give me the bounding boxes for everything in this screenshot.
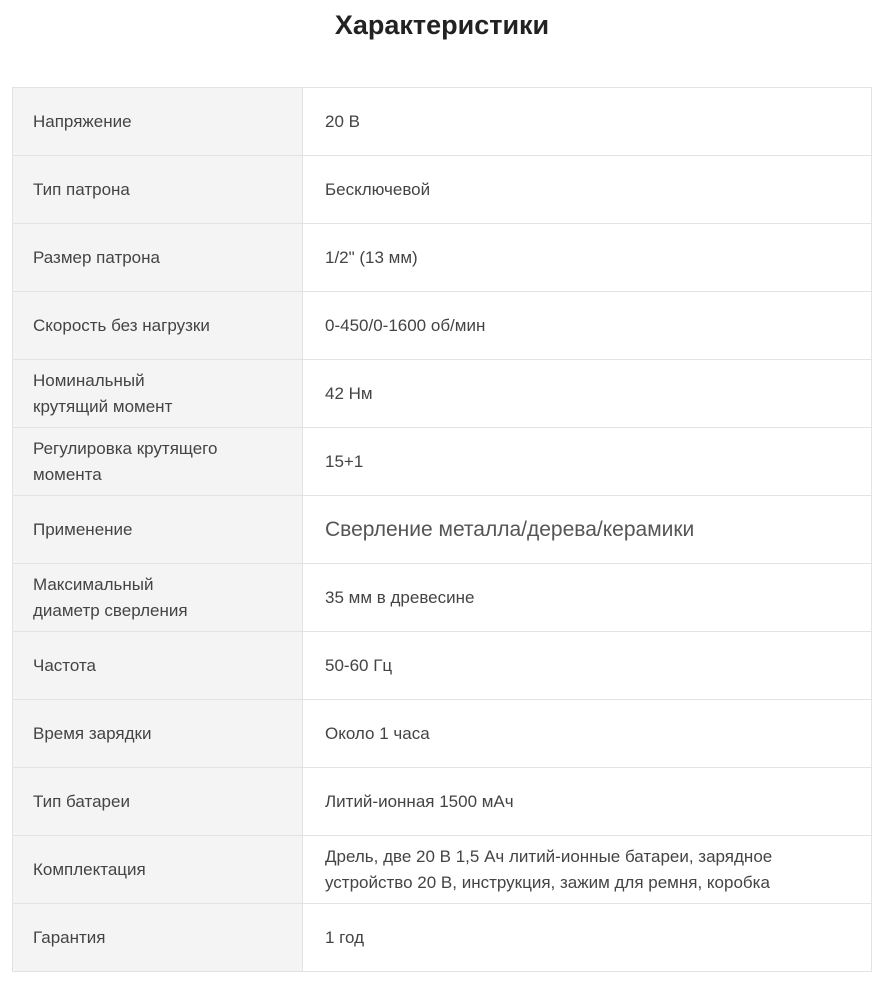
spec-label: Регулировка крутящего момента bbox=[13, 428, 303, 496]
spec-label: Частота bbox=[13, 632, 303, 700]
spec-label: Максимальный диаметр сверления bbox=[13, 564, 303, 632]
table-row bbox=[13, 904, 872, 972]
spec-label: Размер патрона bbox=[13, 224, 303, 292]
spec-value: Около 1 часа bbox=[303, 700, 872, 768]
table-row bbox=[13, 564, 872, 632]
table-row bbox=[13, 700, 872, 768]
table-row bbox=[13, 428, 872, 496]
spec-value: 1/2" (13 мм) bbox=[303, 224, 872, 292]
spec-value: Литий-ионная 1500 мАч bbox=[303, 768, 872, 836]
table-row bbox=[13, 360, 872, 428]
table-row bbox=[13, 632, 872, 700]
table-row bbox=[13, 496, 872, 564]
spec-label: Номинальный крутящий момент bbox=[13, 360, 303, 428]
spec-label: Гарантия bbox=[13, 904, 303, 972]
table-row bbox=[13, 292, 872, 360]
spec-value: 0-450/0-1600 об/мин bbox=[303, 292, 872, 360]
spec-value: 20 В bbox=[303, 88, 872, 156]
spec-value: 42 Нм bbox=[303, 360, 872, 428]
spec-value: 1 год bbox=[303, 904, 872, 972]
spec-label: Тип патрона bbox=[13, 156, 303, 224]
spec-value: Дрель, две 20 В 1,5 Ач литий-ионные батареи, зарядное устройство 20 В, инструкция, зажим для ремня, коробка bbox=[303, 836, 872, 904]
spec-label: Тип батареи bbox=[13, 768, 303, 836]
table-row bbox=[13, 768, 872, 836]
spec-label: Скорость без нагрузки bbox=[13, 292, 303, 360]
spec-label: Напряжение bbox=[13, 88, 303, 156]
table-row bbox=[13, 88, 872, 156]
spec-value: 15+1 bbox=[303, 428, 872, 496]
spec-value: 35 мм в древесине bbox=[303, 564, 872, 632]
page-title: Характеристики bbox=[334, 10, 550, 40]
spec-label: Комплектация bbox=[13, 836, 303, 904]
spec-label: Применение bbox=[13, 496, 303, 564]
spec-value: Сверление металла/дерева/керамики bbox=[303, 496, 872, 564]
specs-table bbox=[12, 87, 872, 972]
spec-value: Бесключевой bbox=[303, 156, 872, 224]
table-row bbox=[13, 156, 872, 224]
spec-label: Время зарядки bbox=[13, 700, 303, 768]
table-row bbox=[13, 836, 872, 904]
table-row bbox=[13, 224, 872, 292]
spec-value: 50-60 Гц bbox=[303, 632, 872, 700]
